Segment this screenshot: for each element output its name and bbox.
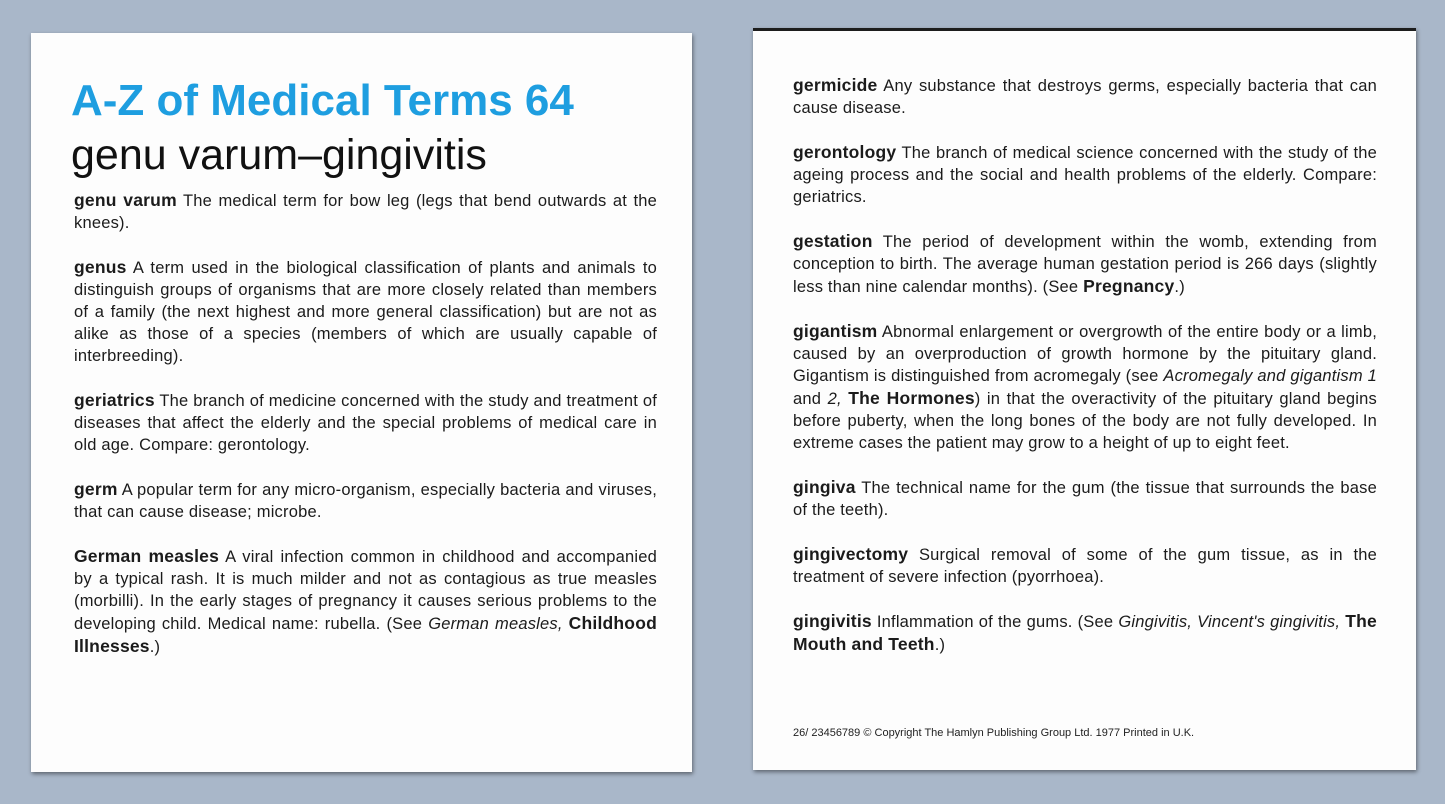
entry-definition: A popular term for any micro-organism, especially bacteria and viruses, that can cause disease; microbe.: [74, 481, 657, 521]
entry-connector: and: [793, 390, 822, 408]
entry-gingiva: [793, 476, 1377, 521]
entry-definition: A term used in the biological classification of plants and animals to distinguish groups of organisms that are more closely related than members of a family (the next highest and more general classification) but are not as alike as those of a species (members of which are usually capable of interbreeding).: [74, 259, 657, 365]
entry-term: German measles: [74, 546, 220, 566]
entry-term: gigantism: [793, 321, 878, 341]
card-subtitle: genu varum–gingivitis: [71, 131, 487, 179]
entry-definition: The technical name for the gum (the tissue that surrounds the base of the teeth).: [793, 479, 1377, 519]
entry-geriatrics: [74, 389, 657, 456]
cross-reference-bold: Childhood Illnesses: [74, 613, 657, 656]
entry-gingivectomy: [793, 543, 1377, 588]
entry-end: .): [1174, 278, 1185, 296]
entry-term: gingiva: [793, 477, 856, 497]
entry-gingivitis: [793, 610, 1377, 656]
entry-gerontology: [793, 141, 1377, 208]
entry-end: .): [149, 638, 161, 656]
entry-term: genu varum: [74, 190, 177, 210]
entry-definition: Inflammation of the gums. (See: [876, 613, 1114, 631]
entry-term: germ: [74, 479, 118, 499]
entry-definition: The branch of medicine concerned with the study and treatment of diseases that affect the elderly and the special problems of medical care in old age. Compare: gerontology.: [74, 392, 657, 454]
entry-end: ) in that the overactivity of the pituitary gland begins before puberty, when the long bones of the body are not fully developed. In extreme cases the patient may grow to a height of up to eight feet.: [793, 390, 1377, 452]
entry-end: .): [934, 636, 946, 654]
entry-term: gingivitis: [793, 611, 872, 631]
cross-reference-italic: Gingivitis, Vincent's gingivitis,: [1118, 613, 1341, 631]
entry-definition: The branch of medical science concerned with the study of the ageing process and the social and health problems of the elderly. Compare: geriatrics.: [793, 144, 1377, 206]
entry-definition: The medical term for bow leg (legs that bend outwards at the knees).: [74, 192, 657, 232]
copyright-footer: 26/ 23456789 © Copyright The Hamlyn Publishing Group Ltd. 1977 Printed in U.K.: [793, 727, 1195, 739]
entry-term: geriatrics: [74, 390, 155, 410]
cross-reference-bold: Pregnancy: [1083, 276, 1175, 296]
entry-term: germicide: [793, 75, 878, 95]
card-front-left: [31, 33, 692, 772]
entry-definition: Any substance that destroys germs, especially bacteria that can cause disease.: [793, 77, 1377, 117]
entry-germicide: [793, 74, 1377, 119]
entry-gigantism: [793, 320, 1377, 454]
entry-german-measles: [74, 545, 657, 658]
entry-list-left: [74, 189, 657, 680]
entry-germ: [74, 478, 657, 523]
cross-reference-italic: German measles,: [428, 615, 563, 633]
entry-term: gerontology: [793, 142, 897, 162]
cross-reference-bold: The Hormones: [848, 388, 975, 408]
cross-reference-italic: Acromegaly and gigantism 1: [1163, 367, 1377, 385]
entry-definition: Surgical removal of some of the gum tissue, as in the treatment of severe infection (pyorrhoea).: [793, 546, 1377, 586]
entry-term: gingivectomy: [793, 544, 909, 564]
card-back-right: [753, 28, 1416, 770]
entry-term: genus: [74, 257, 127, 277]
entry-definition: The period of development within the womb, extending from conception to birth. The average human gestation period is 266 days (slightly less than nine calendar months). (See: [793, 233, 1377, 296]
entry-list-right: [793, 74, 1377, 678]
cross-reference-bold: The Mouth and Teeth: [793, 611, 1377, 654]
entry-genu-varum: [74, 189, 657, 234]
card-title: A-Z of Medical Terms 64: [71, 76, 574, 125]
entry-gestation: [793, 230, 1377, 298]
entry-definition: Abnormal enlargement or overgrowth of the entire body or a limb, caused by an overproduction of growth hormone by the pituitary gland. Gigantism is distinguished from acromegaly (see: [793, 323, 1377, 385]
entry-genus: [74, 256, 657, 367]
entry-definition: A viral infection common in childhood and accompanied by a typical rash. It is much milder and not as contagious as true measles (morbilli). In the early stages of pregnancy it causes serious problems to the developing child. Medical name: rubella. (See: [74, 548, 658, 633]
entry-term: gestation: [793, 231, 873, 251]
cross-reference-italic: 2,: [827, 390, 842, 408]
